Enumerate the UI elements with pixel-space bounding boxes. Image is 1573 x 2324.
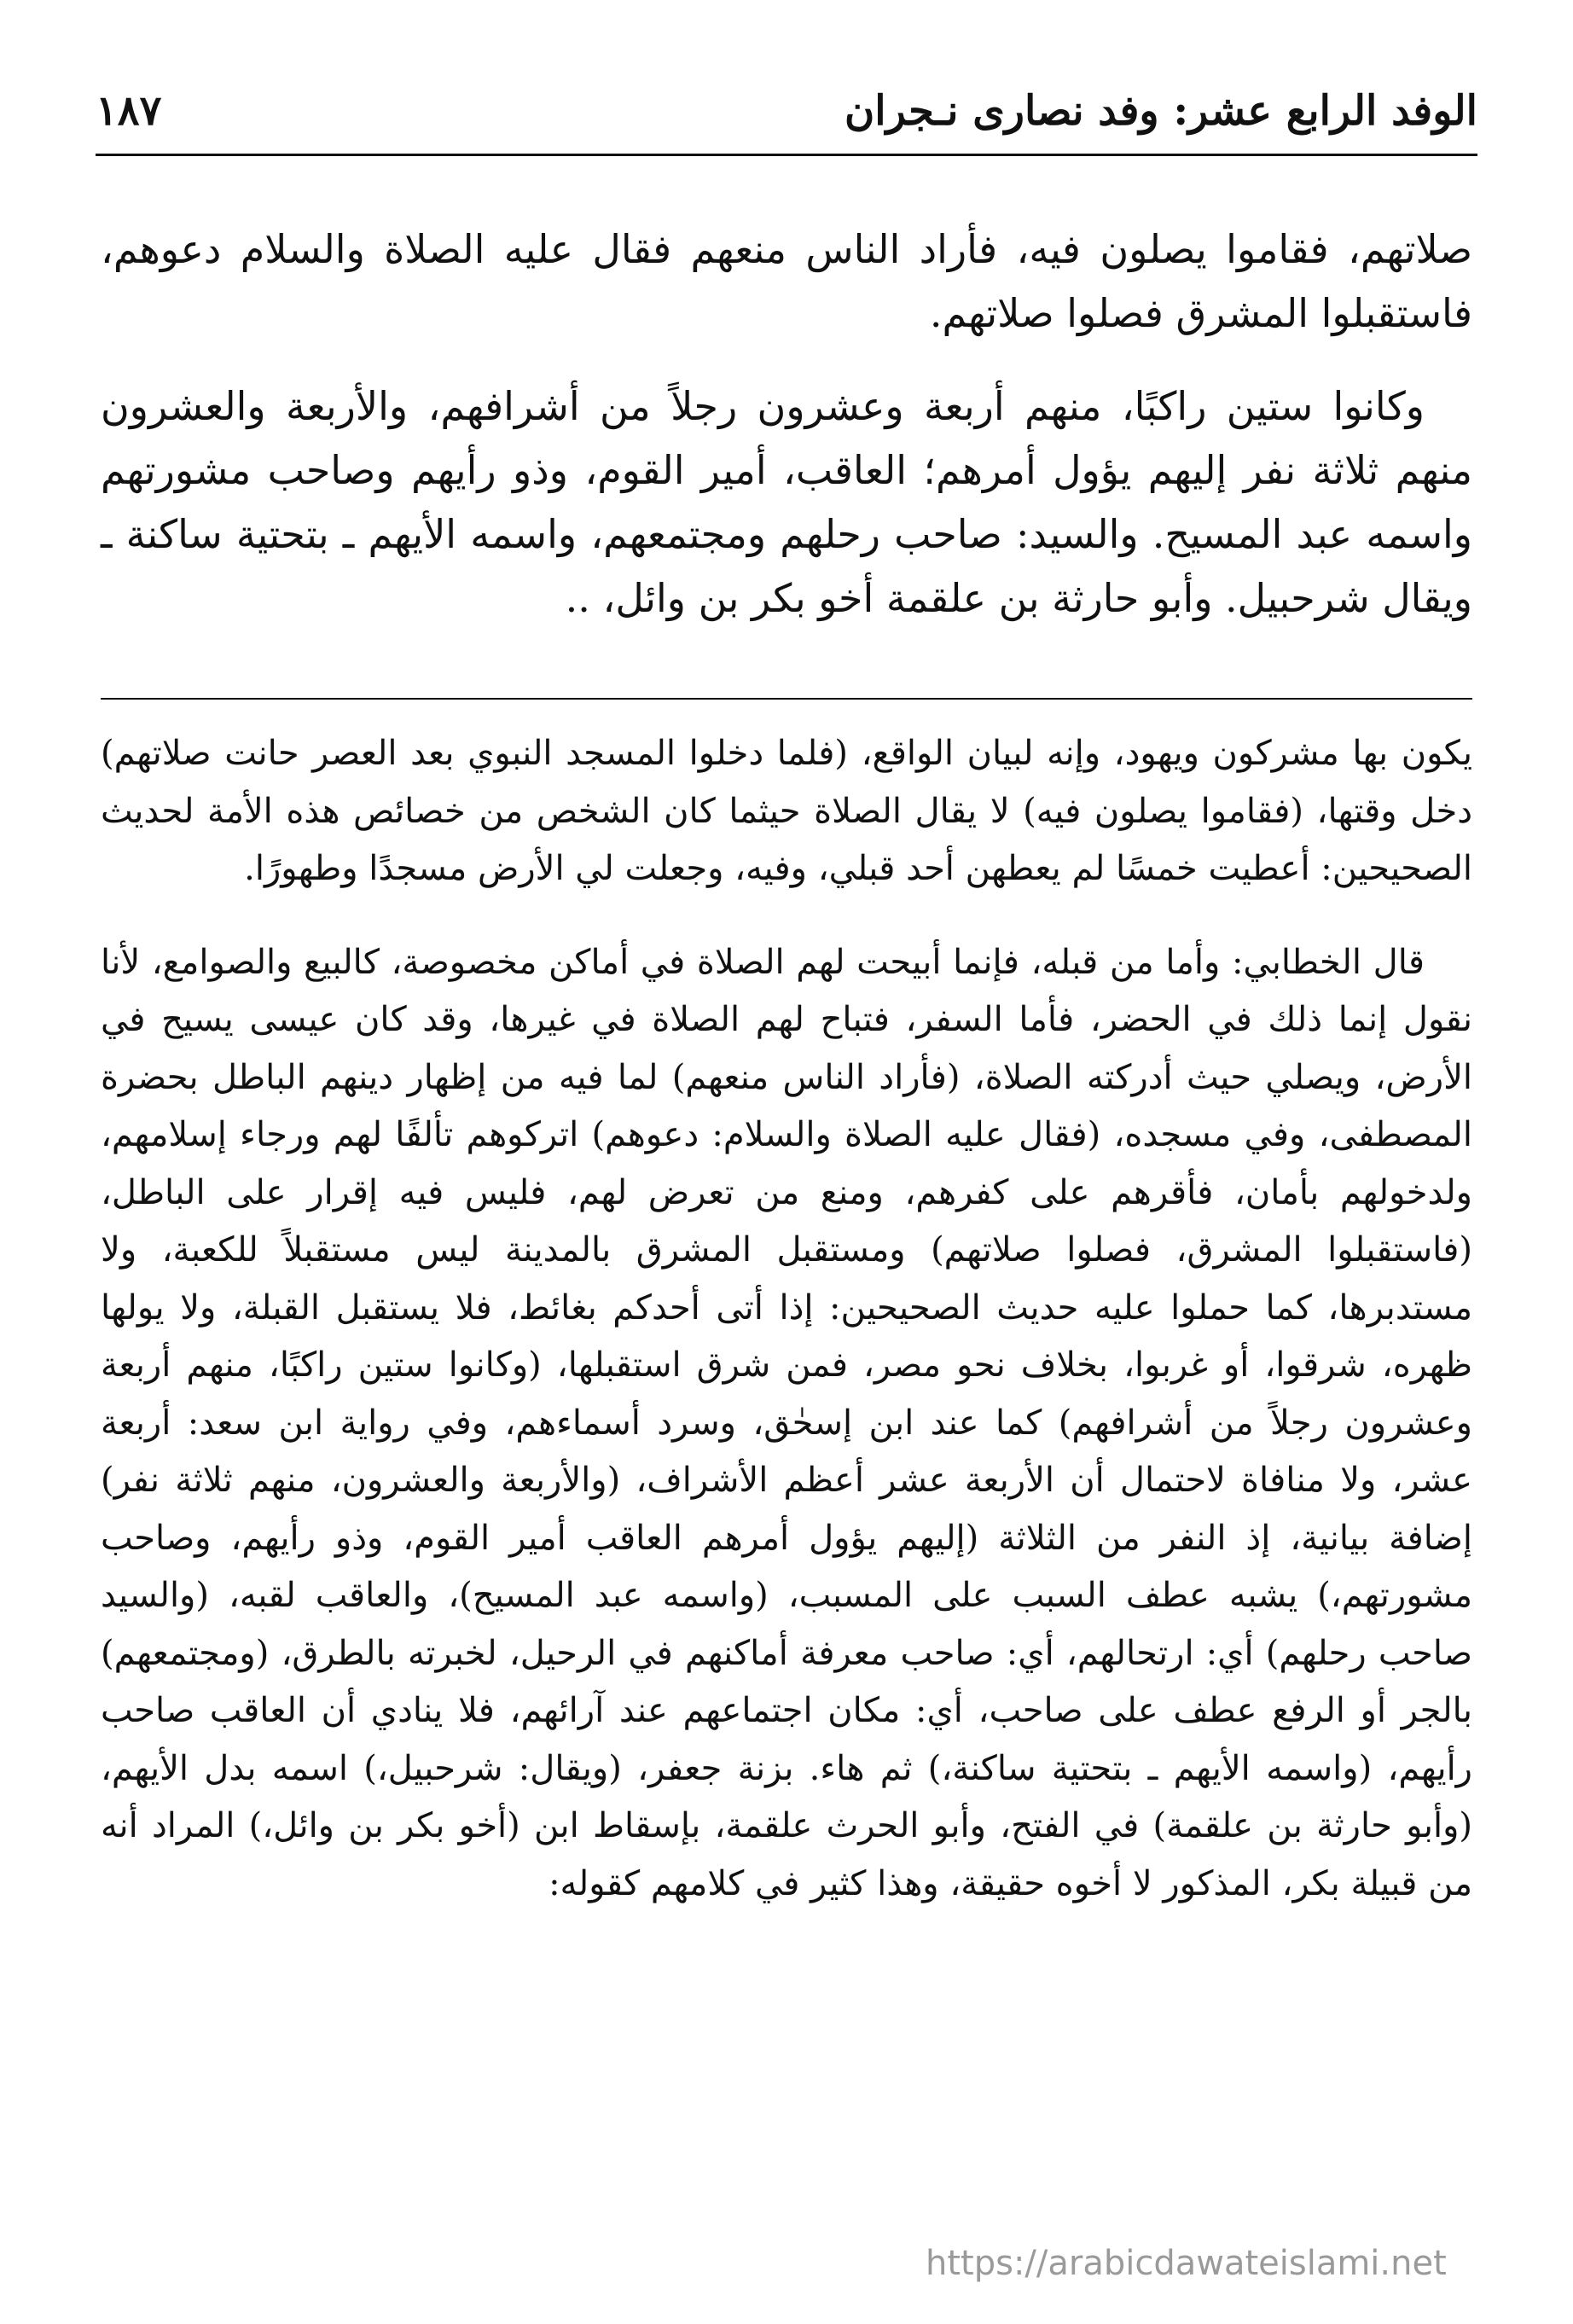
- commentary-paragraph: يكون بها مشركون ويهود، وإنه لبيان الواقع، (فلما دخلوا المسجد النبوي بعد العصر حانت صلاتهم) دخل وقتها، (فقاموا يصلون فيه) لا يقال الصلاة حيثما كان الشخص من خصائص هذه الأمة لحديث الصحيحين: أعطيت خمسًا لم يعطهن أحد قبلي، وفيه، وجعلت لي الأرض مسجدًا وطهورًا.: [101, 734, 1473, 888]
- commentary-text: [101, 725, 1472, 1913]
- main-paragraph: صلاتهم، فقاموا يصلون فيه، فأراد الناس منعهم فقال عليه الصلاة والسلام دعوهم، فاستقبلوا المشرق فصلوا صلاتهم.: [101, 226, 1472, 336]
- main-paragraph: وكانوا ستين راكبًا، منهم أربعة وعشرون رجلاً من أشرافهم، والأربعة والعشرون منهم ثلاثة نفر إليهم يؤول أمرهم؛ العاقب، أمير القوم، وذو رأيهم وصاحب مشورتهم واسمه عبد المسيح. والسيد: صاحب رحلهم ومجتمعهم، واسمه الأيهم ـ بتحتية ساكنة ـ ويقال شرحبيل. وأبو حارثة بن علقمة أخو بكر بن وائل، ..: [101, 383, 1472, 621]
- main-text: [101, 218, 1472, 630]
- page-header: [96, 82, 1477, 156]
- running-title: الوفد الرابع عشر: وفد نصارى نـجران: [845, 87, 1477, 135]
- page-number: ١٨٧: [96, 87, 162, 135]
- watermark-url: https://arabicdawateislami.net: [926, 2244, 1447, 2283]
- commentary-paragraph: قال الخطابي: وأما من قبله، فإنما أبيحت لهم الصلاة في أماكن مخصوصة، كالبيع والصوامع، لأنا نقول إنما ذلك في الحضر، فأما السفر، فتباح لهم الصلاة في غيرها، وقد كان عيسى يسيح في الأرض، ويصلي حيث أدركته الصلاة، (فأراد الناس منعهم) لما فيه من إظهار دينهم الباطل بحضرة المصطفى، وفي مسجده، (فقال عليه الصلاة والسلام: دعوهم) اتركوهم تألفًا لهم ورجاء إسلامهم، ولدخولهم بأمان، فأقرهم على كفرهم، ومنع من تعرض لهم، فليس فيه إقرار على الباطل، (فاستقبلوا المشرق، فصلوا صلاتهم) ومستقبل المشرق بالمدينة ليس مستقبلاً للكعبة، ولا مستدبرها، كما حملوا عليه حديث الصحيحين: إذا أتى أحدكم بغائط، فلا يستقبل القبلة، ولا يولها ظهره، شرقوا، أو غربوا، بخلاف نحو مصر، فمن شرق استقبلها، (وكانوا ستين راكبًا، منهم أربعة وعشرون رجلاً من أشرافهم) كما عند ابن إسحٰق، وسرد أسماءهم، وفي رواية ابن سعد: أربعة عشر، ولا منافاة لاحتمال أن الأربعة عشر أعظم الأشراف، (والأربعة والعشرون، منهم ثلاثة نفر) إضافة بيانية، إذ النفر من الثلاثة (إليهم يؤول أمرهم العاقب أمير القوم، وذو رأيهم، وصاحب مشورتهم،) يشبه عطف السبب على المسبب، (واسمه عبد المسيح)، والعاقب لقبه، (والسيد صاحب رحلهم) أي: ارتحالهم، أي: صاحب معرفة أماكنهم في الرحيل، لخبرته بالطرق، (ومجتمعهم) بالجر أو الرفع عطف على صاحب، أي: مكان اجتماعهم عند آرائهم، فلا ينادي أن العاقب صاحب رأيهم، (واسمه الأيهم ـ بتحتية ساكنة،) ثم هاء. بزنة جعفر، (ويقال: شرحبيل،) اسمه بدل الأيهم، (وأبو حارثة بن علقمة) في الفتح، وأبو الحرث علقمة، بإسقاط ابن (أخو بكر بن وائل،) المراد أنه من قبيلة بكر، المذكور لا أخوه حقيقة، وهذا كثير في كلامهم كقوله:: [101, 942, 1473, 1903]
- section-divider: [101, 698, 1472, 700]
